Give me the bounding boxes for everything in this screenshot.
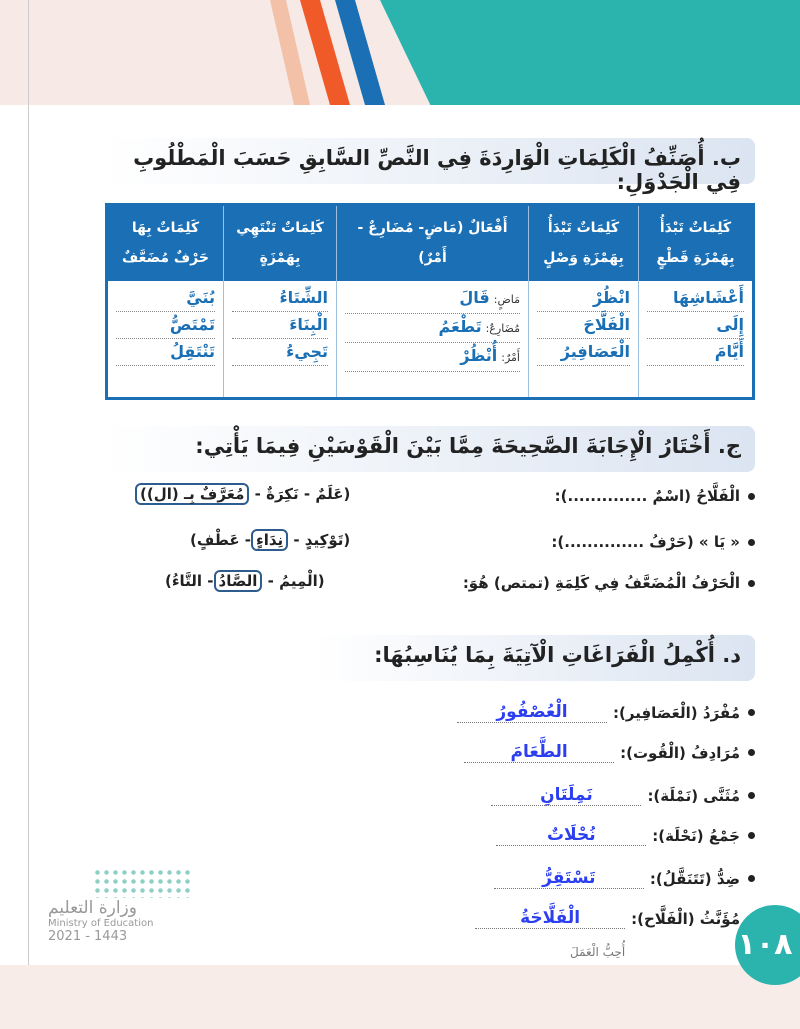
answer: أَيَّامَ [647,339,744,366]
answer-field[interactable]: الْعُصْفُورُ [457,702,607,723]
verb-label: مَاضٍ: [493,292,520,306]
table-header: كَلِمَاتٌ بِهَا حَرْفٌ مُضَعَّفٌ [107,205,224,281]
selected-option[interactable]: نِدَاءٍ [251,529,288,551]
bullet-icon [748,832,755,839]
fill-item [464,742,755,763]
page-number: ١٠٨ [735,905,800,985]
answer-field[interactable]: نَمِلَتَانِ [491,785,641,806]
question-text: الْفَلَّاحُ (اسْمٌ ..............): [554,487,740,505]
question-text: « يَا » (حَرْفُ ..............): [551,533,740,551]
ministry-name-en: Ministry of Education [48,918,154,929]
bullet-icon [748,749,755,756]
choice-question [551,533,755,551]
table-header: كَلِمَاتٌ تَنْتَهِي بِهَمْزَةٍ [224,205,337,281]
choice-options [190,531,350,549]
margin-line [28,0,29,1029]
answer: إِلَى [647,312,744,339]
verb-label: أَمْرٌ: [501,350,520,364]
choice-question [555,487,755,505]
bottom-band [0,965,800,1029]
decor-stripe [270,0,310,105]
answer: أَعْشَاشِهَا [647,285,744,312]
answer-field[interactable]: الْفَلَّاحَةُ [475,908,625,929]
table-header: كَلِمَاتٌ تَبْدَأُ بِهَمْزَةِ قَطْعٍ [639,205,754,281]
answer: تَجِيءُ [232,339,328,366]
answer: الْعَصَافِيرُ [537,339,630,366]
answer-field[interactable]: تَسْتَقِرُّ [494,868,644,889]
fill-item [494,868,755,889]
answer: قَالَ [459,287,490,307]
question-text: الْحَرْفُ الْمُضَعَّفُ فِي كَلِمَةِ (تمتص) هُوَ: [462,574,740,592]
ministry-name-ar: وزارة التعليم [48,898,137,918]
verb-label: مُضَارِعٌ: [485,321,520,335]
answer: تَمْتَصُّ [116,312,215,339]
selected-option[interactable]: مُعَرَّفٌ بِـ (ال)) [135,483,249,505]
question-text: مُثَنَّى (نَمْلَة): [647,786,740,805]
question-text: مُفْرَدُ (الْعَصَافِير): [613,703,740,722]
answer: الشِّتَاءُ [232,285,328,312]
section-c-title: ج. أَخْتَارُ الْإِجَابَةَ الصَّحِيحَةَ مِمَّا بَيْنَ الْقَوْسَيْنِ فِيمَا يَأْتِي: [105,426,755,472]
option-text: (الْمِيمُ - [262,572,325,590]
answer-field[interactable]: الطَّعَامَ [464,742,614,763]
decor-teal [380,0,800,105]
fill-item [457,702,755,723]
table-header: كَلِمَاتٌ تَبْدَأُ بِهَمْزَةِ وَصْلٍ [529,205,639,281]
selected-option[interactable]: الصَّادُ [214,570,263,592]
ministry-logo-icon [93,868,193,898]
option-text: (تَوْكِيدٍ - [288,531,351,549]
answer: تَطْعَمُ [438,316,482,336]
book-title: أُحِبُّ الْعَمَلَ [570,945,626,959]
answer-field[interactable]: نُحْلَاتٌ [496,825,646,846]
bullet-icon [748,493,755,500]
bullet-icon [748,875,755,882]
choice-options [135,485,350,503]
top-banner [0,0,800,105]
section-b-title: ب. أُصَنِّفُ الْكَلِمَاتِ الْوَارِدَةَ فِي النَّصِّ السَّابِقِ حَسَبَ الْمَطْلُوبِ فِي الْجَدْوَلِ: [105,138,755,184]
table-header: أَفْعَالٌ (مَاضٍ- مُضَارِعٌ - أَمْرٌ) [337,205,529,281]
classification-table [105,203,755,400]
edition-year: 2021 - 1443 [48,929,128,944]
bullet-icon [748,792,755,799]
question-text: مُؤَنَّثُ (الْفَلَّاح): [631,909,740,928]
option-text: - التَّاءُ) [165,572,214,590]
option-text: - عَطْفٍ) [190,531,252,549]
question-text: جَمْعُ (نَحْلَة): [652,826,740,845]
ministry-logo [48,868,193,944]
bullet-icon [748,709,755,716]
answer: الْفَلَّاحَ [537,312,630,339]
question-text: ضِدُّ (تَتَنَقَّلُ): [649,869,740,888]
fill-item [496,825,755,846]
choice-question [463,574,755,592]
answer: الْبِنَاءَ [232,312,328,339]
fill-item [491,785,755,806]
answer: أُنْظُرْ [460,345,498,365]
fill-item [475,908,755,929]
answer: انْظُرْ [537,285,630,312]
answer: تَنْتَقِلُ [116,339,215,366]
bullet-icon [748,539,755,546]
option-text: (عَلَمٌ - نَكِرَةٌ - [249,485,351,503]
answer: بُنَيَّ [116,285,215,312]
choice-options [165,572,325,590]
question-text: مُرَادِفُ (الْقُوت): [620,743,740,762]
bullet-icon [748,580,755,587]
section-d-title: د. أُكْمِلُ الْفَرَاغَاتِ الْآتِيَةَ بِمَا يُنَاسِبُهَا: [315,635,755,681]
